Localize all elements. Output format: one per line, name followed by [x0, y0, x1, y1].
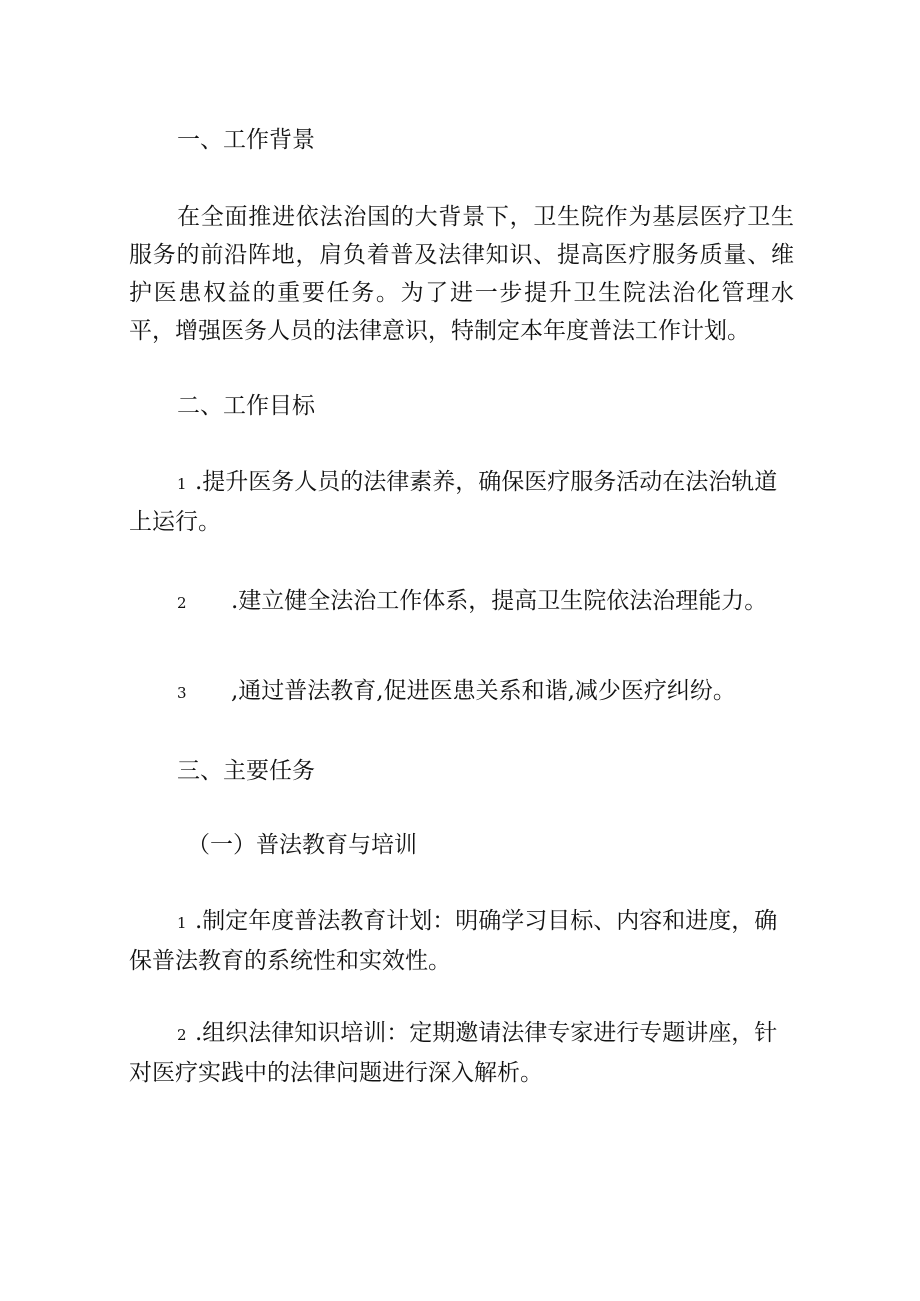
- goal-item-2: [129, 582, 794, 622]
- section-heading-tasks: 三、主要任务: [177, 758, 315, 784]
- section-heading-goals: 二、工作目标: [177, 393, 315, 419]
- goal-item-1-number: 1: [177, 475, 187, 493]
- goal-item-1-text: .提升医务人员的法律素养，确保医疗服务活动在法治轨道上运行。: [129, 469, 778, 535]
- goal-item-1: [129, 463, 794, 541]
- goal-item-2-text: .建立健全法治工作体系，提高卫生院依法治理能力。: [231, 588, 768, 614]
- section-heading-background: 一、工作背景: [177, 127, 315, 153]
- task-item-1: [129, 902, 794, 980]
- task-item-2: [129, 1014, 794, 1092]
- goal-item-3-text: ,通过普法教育,促进医患关系和谐,减少医疗纠纷。: [231, 678, 736, 704]
- task-item-2-number: 2: [177, 1026, 187, 1044]
- goal-item-3: [129, 672, 794, 712]
- background-paragraph: 在全面推进依法治国的大背景下，卫生院作为基层医疗卫生服务的前沿阵地，肩负着普及法律知识、提高医疗服务质量、维护医患权益的重要任务。为了进一步提升卫生院法治化管理水平，增强医务人员的法律意识，特制定本年度普法工作计划。: [129, 204, 794, 344]
- task-item-2-text: .组织法律知识培训：定期邀请法律专家进行专题讲座，针对医疗实践中的法律问题进行深入解析。: [129, 1020, 778, 1086]
- subsection-heading-education: （一）普法教育与培训: [187, 832, 417, 858]
- goal-item-3-number: 3: [177, 684, 187, 702]
- task-item-1-number: 1: [177, 914, 187, 932]
- task-item-1-text: .制定年度普法教育计划：明确学习目标、内容和进度，确保普法教育的系统性和实效性。: [129, 908, 778, 974]
- goal-item-2-number: 2: [177, 594, 187, 612]
